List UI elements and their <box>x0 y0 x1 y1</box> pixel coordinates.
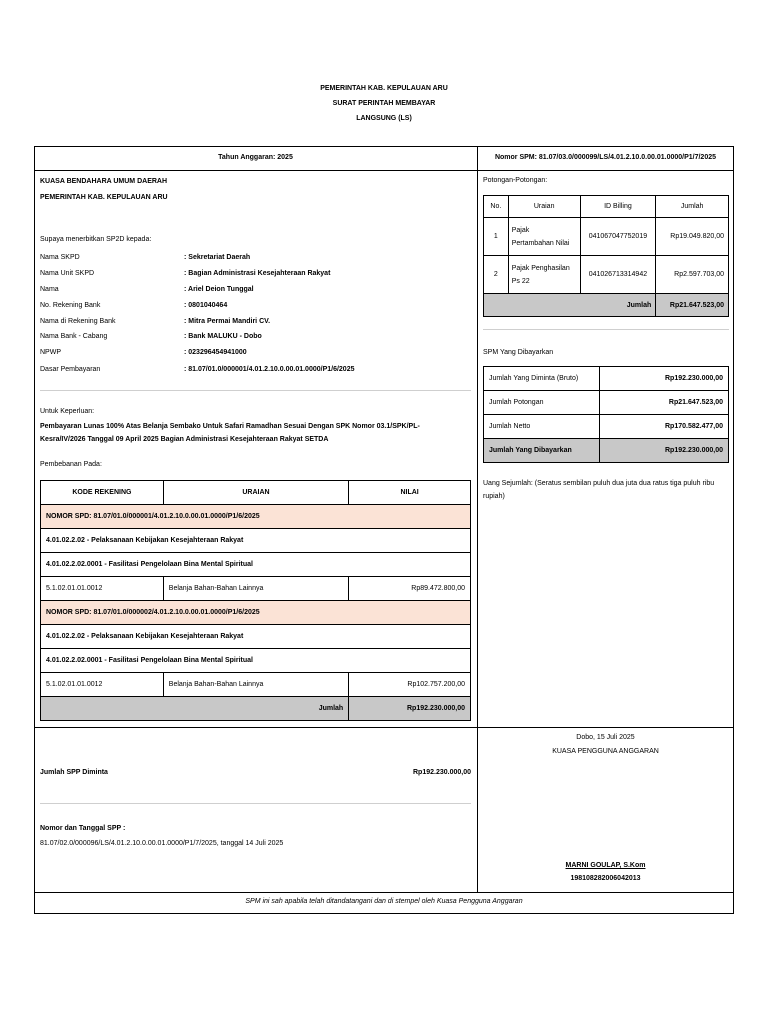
field-value: : Bank MALUKU - Dobo <box>184 333 262 340</box>
spp-diminta-value: Rp192.230.000,00 <box>413 769 471 776</box>
column-header: ID Billing <box>580 196 656 218</box>
nomor-spm: Nomor SPM: 81.07/03.0/000099/LS/4.01.2.10.0.00.01.0000/P1/7/2025 <box>494 154 717 161</box>
column-header: Jumlah <box>656 196 729 218</box>
pemerintah-label: PEMERINTAH KAB. KEPULAUAN ARU <box>40 194 168 201</box>
jumlah-label: Jumlah <box>41 697 349 721</box>
uraian-line: Pertambahan Nilai <box>511 239 570 247</box>
terbilang-text-1: Uang Sejumlah: (Seratus sembilan puluh dua juta dua ratus tiga puluh ribu <box>483 480 715 487</box>
spp-diminta-label: Jumlah SPP Diminta <box>40 769 108 776</box>
footer-note: SPM ini sah apabila telah ditandatangani dan di stempel oleh Kuasa Pengguna Anggaran <box>245 898 523 905</box>
place-date: Dobo, 15 Juli 2025 <box>576 734 635 741</box>
table-row <box>41 673 471 697</box>
nomor-tanggal-spp-label: Nomor dan Tanggal SPP : <box>40 825 126 832</box>
program-cell: 4.01.02.2.02 - Pelaksanaan Kebijakan Kesejahteraan Rakyat <box>41 529 471 553</box>
keperluan-text-1: Pembayaran Lunas 100% Atas Belanja Sembako Untuk Safari Ramadhan Sesuai Dengan SPK Nomor 03.1/SPK/PL- <box>40 423 420 430</box>
kode-rekening-cell: 5.1.02.01.01.0012 <box>41 673 164 697</box>
billing-cell: 041067047752019 <box>580 218 656 256</box>
signer-name: MARNI GOULAP, S.Kom <box>565 862 646 869</box>
table-row <box>41 553 471 577</box>
spm-value: Rp192.230.000,00 <box>600 367 729 391</box>
divider <box>34 892 734 893</box>
nilai-cell: Rp89.472.800,00 <box>349 577 471 601</box>
keperluan-text-2: Kesra/IV/2026 Tanggal 09 April 2025 Bagian Administrasi Kesejahteraan Rakyat SETDA <box>40 436 329 443</box>
field-label: Nama Unit SKPD <box>40 270 95 277</box>
table-row <box>484 218 729 256</box>
column-header: URAIAN <box>163 481 348 505</box>
table-row <box>41 625 471 649</box>
jumlah-cell: Rp2.597.703,00 <box>656 256 729 294</box>
uraian-cell <box>508 218 580 256</box>
divider <box>34 170 734 171</box>
total-row <box>41 697 471 721</box>
uraian-cell <box>508 256 580 294</box>
kegiatan-cell: 4.01.02.2.02.0001 - Fasilitasi Pengelolaan Bina Mental Spiritual <box>41 649 471 673</box>
kegiatan-cell: 4.01.02.2.02.0001 - Fasilitasi Pengelolaan Bina Mental Spiritual <box>41 553 471 577</box>
uraian-line: Pajak Penghasilan <box>511 264 570 272</box>
field-label: NPWP <box>40 349 61 356</box>
field-label: Nama di Rekening Bank <box>40 318 116 325</box>
uraian-cell: Belanja Bahan-Bahan Lainnya <box>163 577 348 601</box>
field-label: Nama SKPD <box>40 254 80 261</box>
jumlah-label: Jumlah <box>484 294 656 317</box>
field-value: : 0801040464 <box>184 302 228 309</box>
terbilang-text-2: rupiah) <box>483 493 505 500</box>
field-value: : 023296454941000 <box>184 349 247 356</box>
table-row <box>484 256 729 294</box>
field-label: No. Rekening Bank <box>40 302 101 309</box>
spm-label: Jumlah Netto <box>484 415 600 439</box>
spm-value: Rp192.230.000,00 <box>600 439 729 463</box>
table-row <box>484 415 729 439</box>
nomor-tanggal-spp-value: 81.07/02.0/000096/LS/4.01.2.10.0.00.01.0000/P1/7/2025, tanggal 14 Juli 2025 <box>40 840 284 847</box>
spm-value: Rp21.647.523,00 <box>600 391 729 415</box>
field-value: : Sekretariat Daerah <box>184 254 251 261</box>
kpa-title: KUASA PENGGUNA ANGGARAN <box>552 748 659 755</box>
spm-table <box>483 366 729 463</box>
uraian-line: Pajak <box>511 226 530 234</box>
pembebanan-table <box>40 480 471 721</box>
divider <box>483 329 729 330</box>
header-line-2: SURAT PERINTAH MEMBAYAR <box>332 100 436 107</box>
header-line-1: PEMERINTAH KAB. KEPULAUAN ARU <box>320 85 448 92</box>
total-row <box>484 439 729 463</box>
field-value: : Ariel Deion Tunggal <box>184 286 254 293</box>
uraian-line: Ps 22 <box>511 277 530 285</box>
kode-rekening-cell: 5.1.02.01.01.0012 <box>41 577 164 601</box>
signer-nip: 198108282006042013 <box>570 875 641 882</box>
spm-label: Jumlah Yang Dibayarkan <box>484 439 600 463</box>
column-header: NILAI <box>349 481 471 505</box>
divider <box>40 390 471 391</box>
no-cell: 2 <box>484 256 509 294</box>
billing-cell: 041026713314942 <box>580 256 656 294</box>
program-cell: 4.01.02.2.02 - Pelaksanaan Kebijakan Kesejahteraan Rakyat <box>41 625 471 649</box>
table-row <box>41 529 471 553</box>
table-header-row <box>484 196 729 218</box>
jumlah-cell: Rp19.049.820,00 <box>656 218 729 256</box>
uraian-cell: Belanja Bahan-Bahan Lainnya <box>163 673 348 697</box>
jumlah-value: Rp21.647.523,00 <box>656 294 729 317</box>
field-label: Nama <box>40 286 59 293</box>
tahun-anggaran: Tahun Anggaran: 2025 <box>218 154 293 161</box>
column-header: Uraian <box>508 196 580 218</box>
divider <box>40 803 471 804</box>
kuasa-bud: KUASA BENDAHARA UMUM DAERAH <box>40 178 168 185</box>
no-cell: 1 <box>484 218 509 256</box>
field-label: Dasar Pembayaran <box>40 366 101 373</box>
spm-label: Jumlah Potongan <box>484 391 600 415</box>
divider <box>477 146 478 727</box>
untuk-keperluan-label: Untuk Keperluan: <box>40 408 95 415</box>
field-label: Nama Bank - Cabang <box>40 333 108 340</box>
table-row <box>41 649 471 673</box>
divider <box>34 727 734 728</box>
table-row <box>484 391 729 415</box>
column-header: KODE REKENING <box>41 481 164 505</box>
spm-title: SPM Yang Dibayarkan <box>483 349 554 356</box>
potongan-title: Potongan-Potongan: <box>483 177 548 184</box>
field-value: : Mitra Permai Mandiri CV. <box>184 318 271 325</box>
column-header: No. <box>484 196 509 218</box>
nilai-cell: Rp102.757.200,00 <box>349 673 471 697</box>
nomor-spd-cell: NOMOR SPD: 81.07/01.0/000002/4.01.2.10.0.00.01.0000/P1/6/2025 <box>41 601 471 625</box>
table-header-row <box>41 481 471 505</box>
spm-label: Jumlah Yang Diminta (Bruto) <box>484 367 600 391</box>
table-row <box>484 367 729 391</box>
jumlah-value: Rp192.230.000,00 <box>349 697 471 721</box>
field-value: : 81.07/01.0/000001/4.01.2.10.0.00.01.0000/P1/6/2025 <box>184 366 355 373</box>
field-value: : Bagian Administrasi Kesejahteraan Rakyat <box>184 270 331 277</box>
spm-value: Rp170.582.477,00 <box>600 415 729 439</box>
potongan-table <box>483 195 729 317</box>
supaya-text: Supaya menerbitkan SP2D kepada: <box>40 236 152 243</box>
total-row <box>484 294 729 317</box>
pembebanan-label: Pembebanan Pada: <box>40 461 102 468</box>
table-row <box>41 577 471 601</box>
nomor-spd-cell: NOMOR SPD: 81.07/01.0/000001/4.01.2.10.0.00.01.0000/P1/6/2025 <box>41 505 471 529</box>
table-row <box>41 505 471 529</box>
table-row <box>41 601 471 625</box>
header-line-3: LANGSUNG (LS) <box>356 115 412 122</box>
